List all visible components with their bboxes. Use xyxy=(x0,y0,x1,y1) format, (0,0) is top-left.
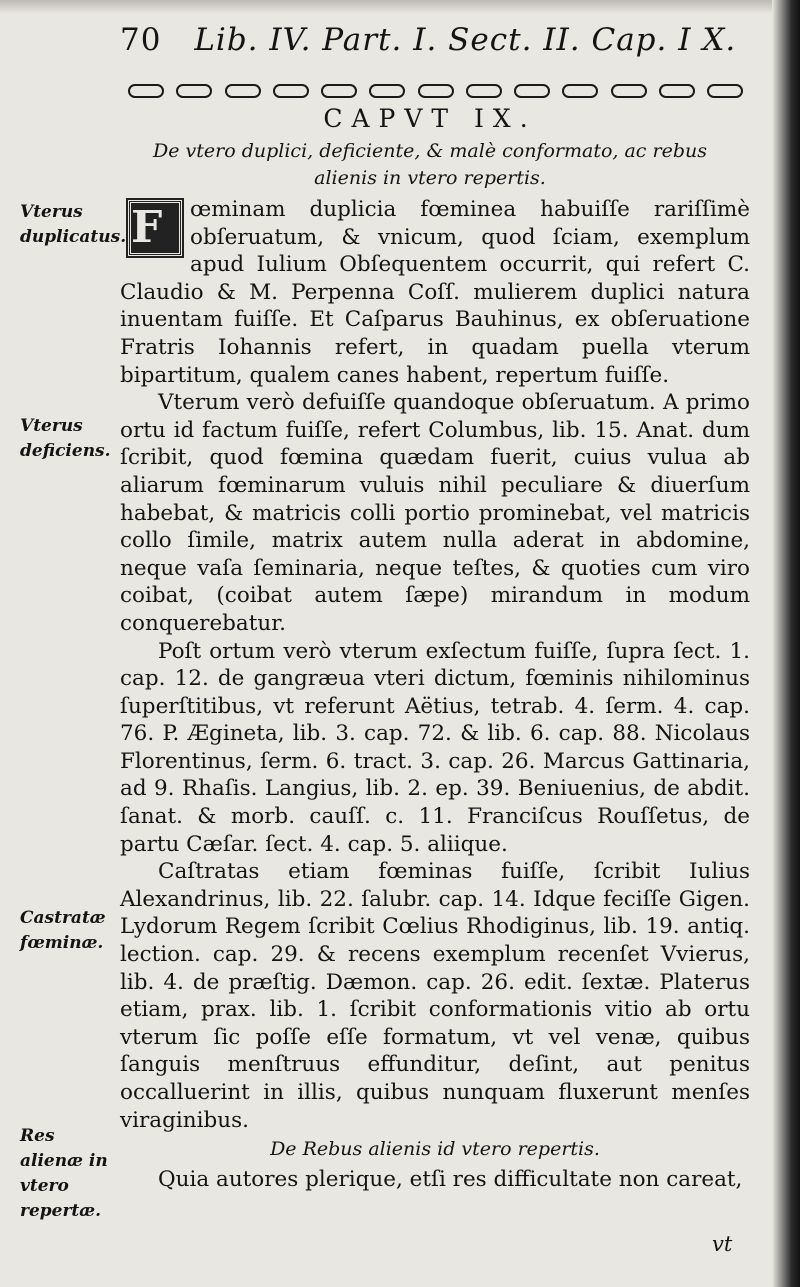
margin-note-castratae-feminae: Castratæ fœminæ. xyxy=(20,908,106,953)
page-edge-right xyxy=(772,0,800,1287)
catchword: vt xyxy=(712,1232,733,1256)
margin-note-uterus-duplicatus: Vterus duplicatus. xyxy=(20,202,127,247)
ornament-icon xyxy=(611,84,647,98)
ornament-icon xyxy=(369,84,405,98)
chapter-subtitle xyxy=(130,138,730,192)
ornament-icon xyxy=(466,84,502,98)
paragraph-res-alienae: Quia autores plerique, etſi res difficultate non careat, xyxy=(158,1166,743,1192)
paragraph-uterus-exsectus: Poſt ortum verò vterum exſectum fuiſſe, ſupra ſect. 1. cap. 12. de gangræua vteri dictum, fœminis nihilominus ſuperſtitibus, vt referunt Aëtius, tetrab. 4. ſerm. 4. cap. 76. P. Ægineta, lib. 3. cap. 72. & lib. 6. cap. 88. Nicolaus Florentinus, ſerm. 6. tract. 3. cap. 26. Marcus Gattinaria, ad 9. Rhaſis. Langius, lib. 2. ep. 39. Beniuenius, de abdit. ſanat. & morb. cauſſ. c. 11. Franciſcus Rouſſetus, de partu Cæſar. ſect. 4. cap. 5. aliique. xyxy=(120,638,750,857)
ornament-icon xyxy=(128,84,164,98)
ornament-icon xyxy=(321,84,357,98)
chapter-title: CAPVT IX. xyxy=(323,104,537,133)
body-text xyxy=(120,196,750,1193)
running-header xyxy=(120,22,737,72)
page-edge-top xyxy=(0,0,800,14)
ornament-icon xyxy=(176,84,212,98)
ornament-icon xyxy=(418,84,454,98)
dropcap-letter: F xyxy=(128,200,182,256)
ornament-icon xyxy=(562,84,598,98)
subtitle-line: De vtero duplici, deficiente, & malè conformato, ac rebus xyxy=(153,140,707,162)
paragraph-uterus-deficiens: Vterum verò defuiſſe quandoque obſeruatum. A primo ortu id factum fuiſſe, refert Columbus, lib. 15. Anat. dum ſcribit, quod fœmina quædam fuerit, cuius vulua ab aliarum fœminarum vuluis nihil peculiare & diuerſum habebat, & matricis colli portio prominebat, vel matricis collo ſimile, matrix autem nulla aderat in abdomine, neque vaſa ſeminaria, neque teſtes, & quoties cum viro coibat, (coibat autem ſæpe) mirandum in modum conquerebatur. xyxy=(120,390,750,636)
ornament-icon xyxy=(707,84,743,98)
section-heading: De Rebus alienis id vtero repertis. xyxy=(270,1138,600,1161)
ornament-icon xyxy=(659,84,695,98)
running-title: Lib. IV. Part. I. Sect. II. Cap. I X. xyxy=(194,22,737,58)
ornament-icon xyxy=(273,84,309,98)
page-number: 70 xyxy=(120,22,162,58)
margin-note-uterus-deficiens: Vterus deficiens. xyxy=(20,416,111,461)
ornament-icon xyxy=(225,84,261,98)
subtitle-line: alienis in vtero repertis. xyxy=(314,167,546,189)
paragraph-castratae: Caſtratas etiam fœminas fuiſſe, ſcribit Iulius Alexandrinus, lib. 22. ſalubr. cap. 14. Idque feciſſe Gigen. Lydorum Regem ſcribit Cœlius Rhodiginus, lib. 19. antiq. lection. cap. 29. & recens exemplum recenſet Vvierus, lib. 4. de præſtig. Dæmon. cap. 26. edit. ſextæ. Platerus etiam, prax. lib. 1. ſcribit conformationis vitio ab ortu vterum ſic poſſe eſſe formatum, vt vel venæ, quibus ſanguis menſtruus effunditur, deſint, aut penitus occalluerint in illis, quibus nunquam fluxerunt menſes viraginibus. xyxy=(120,859,750,1133)
margin-note-res-alienae: Res alienæ in vtero repertæ. xyxy=(20,1126,108,1221)
paragraph-text: œminam duplicia fœminea habuiſſe rariſſimè obſeruatum, & vnicum, quod ſciam, exemplum apud Iulium Obſequentem occurrit, qui refert C. Claudio & M. Perpenna Coſſ. mulierem duplici natura inuentam fuiſſe. Et Caſparus Bauhinus, ex obſeruatione Fratris Iohannis refert, in quadam puella vterum bipartitum, qualem canes habent, repertum fuiſſe. xyxy=(120,197,750,388)
ornament-icon xyxy=(514,84,550,98)
paragraph-uterus-duplicatus xyxy=(120,196,750,389)
ornament-band xyxy=(128,80,743,102)
